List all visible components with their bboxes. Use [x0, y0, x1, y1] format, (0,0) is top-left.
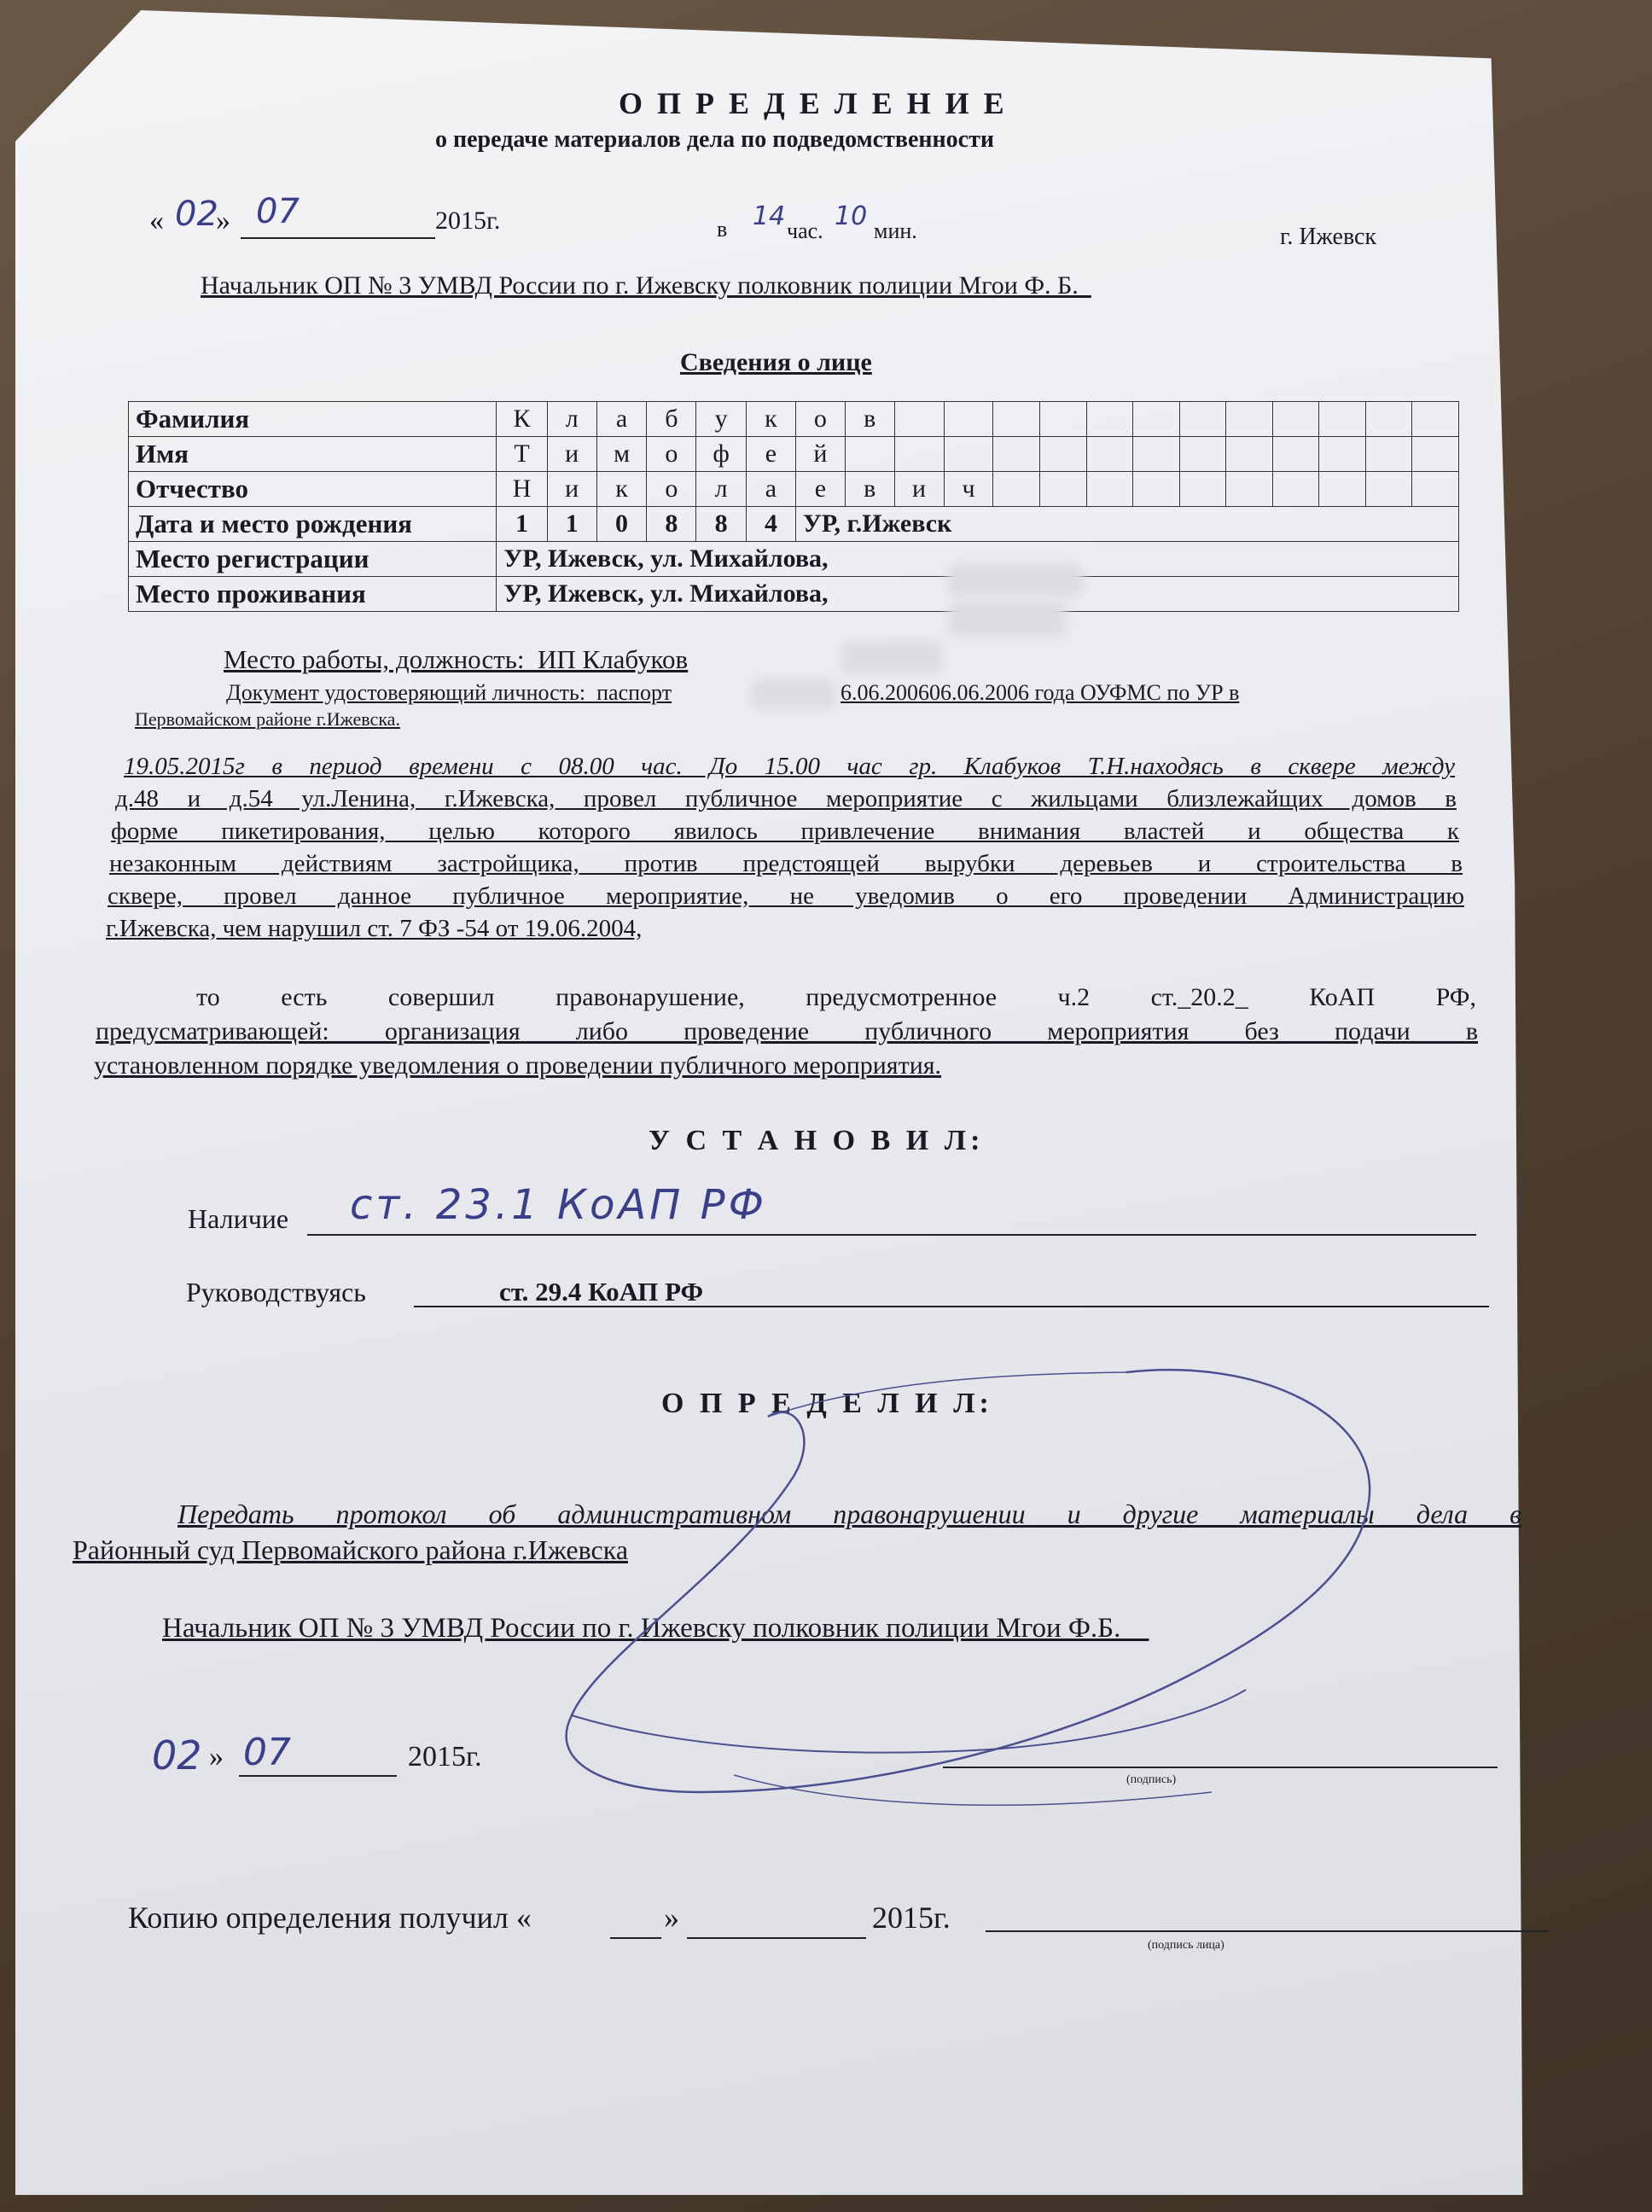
char-cell: б — [647, 402, 696, 437]
char-cell — [993, 437, 1040, 472]
char-cell: к — [747, 402, 796, 437]
char-cell: м — [596, 437, 647, 472]
narrative-line: г.Ижевска, чем нарушил ст. 7 ФЗ -54 от 19.06.2004, — [106, 915, 643, 942]
char-cell — [1086, 472, 1133, 507]
table-row — [129, 402, 1459, 437]
determined-title: О П Р Е Д Е Л И Л: — [661, 1388, 993, 1419]
violation-line: то есть совершил правонарушение, предусмотренное ч.2 ст._20.2_ КоАП РФ, — [196, 983, 1476, 1011]
char-cell — [1412, 437, 1459, 472]
id-document-issuer: Первомайском районе г.Ижевска. — [135, 708, 400, 730]
time-prefix: в — [717, 217, 728, 242]
footer-date-month: 07 — [243, 1731, 291, 1774]
char-cell: а — [747, 472, 796, 507]
char-cell: л — [547, 402, 596, 437]
established-title: У С Т А Н О В И Л: — [649, 1125, 985, 1156]
copy-signature-line — [986, 1930, 1549, 1932]
char-cell — [1179, 437, 1226, 472]
char-cell — [1365, 437, 1412, 472]
birth-label: Дата и место рождения — [129, 507, 497, 542]
narrative-line: д.48 и д.54 ул.Ленина, г.Ижевска, провел публичное мероприятие с жильцами близлежайщих домов в — [115, 785, 1457, 812]
work-position: Место работы, должность:_ИП Клабуков — [224, 644, 689, 674]
presence-value: ст. 23.1 КоАП РФ — [350, 1181, 767, 1229]
document-title: О П Р Е Д Е Л Е Н И Е — [619, 86, 1008, 120]
footer-date-year: 2015г. — [408, 1741, 482, 1773]
char-cell — [1086, 437, 1133, 472]
char-cell — [1319, 437, 1366, 472]
char-cell — [1365, 402, 1412, 437]
official-name: Начальник ОП № 3 УМВД России по г. Ижевску полковник полиции Мгои Ф. Б._ — [201, 271, 1091, 300]
table-row — [129, 577, 1459, 612]
char-cell — [845, 437, 894, 472]
char-cell — [1133, 402, 1180, 437]
char-cell — [1179, 402, 1226, 437]
date-day: 02 — [175, 195, 218, 234]
char-cell — [1319, 472, 1366, 507]
document-subtitle: о передаче материалов дела по подведомственности — [435, 126, 994, 153]
char-cell — [993, 402, 1040, 437]
id-document-tail: 6.06.200606.06.2006 года ОУФМС по УР в — [841, 680, 1240, 705]
char-cell — [1086, 402, 1133, 437]
redaction-blur — [751, 678, 836, 709]
narrative-line: 19.05.2015г в период времени с 08.00 час. До 15.00 час гр. Клабуков Т.Н.находясь в сквере между — [124, 753, 1455, 780]
char-cell — [1039, 402, 1086, 437]
footer-date-close-quote: » — [209, 1741, 224, 1773]
footer-date-day: 02 — [152, 1732, 202, 1778]
char-cell: л — [696, 472, 747, 507]
registration-label: Место регистрации — [129, 542, 497, 577]
char-cell: 8 — [696, 507, 747, 542]
char-cell: 1 — [547, 507, 596, 542]
char-cell: е — [795, 472, 845, 507]
determined-text: Передать протокол об административном правонарушении и другие материалы дела в — [177, 1499, 1521, 1529]
narrative-line: незаконным действиям застройщика, против предстоящей вырубки деревьев и строительства в — [109, 850, 1463, 877]
birth-place: УР, г.Ижевск — [795, 507, 1458, 542]
char-cell — [1412, 402, 1459, 437]
violation-line: установленном порядке уведомления о проведении публичного мероприятия. — [94, 1051, 942, 1080]
redaction-blur — [841, 640, 943, 674]
surname-label: Фамилия — [129, 402, 497, 437]
date-year: 2015г. — [435, 207, 501, 235]
char-cell: и — [547, 437, 596, 472]
char-cell — [1412, 472, 1459, 507]
char-cell — [894, 402, 944, 437]
guided-label: Руководствуясь — [186, 1277, 366, 1307]
copy-label: Копию определения получил « — [128, 1901, 532, 1935]
presence-line — [307, 1234, 1476, 1236]
char-cell — [894, 437, 944, 472]
char-cell: у — [696, 402, 747, 437]
char-cell — [1319, 402, 1366, 437]
signature-caption: (подпись) — [1126, 1773, 1177, 1786]
footer-official: Начальник ОП № 3 УМВД России по г. Ижевску полковник полиции Мгои Ф.Б.__ — [162, 1613, 1149, 1644]
narrative-line: форме пикетирования, целью которого явилось привлечение внимания властей и общества к — [111, 818, 1459, 845]
determined-text: Районный суд Первомайского района г.Ижевска — [73, 1534, 629, 1565]
table-row — [129, 507, 1459, 542]
person-section-title: Сведения о лице — [680, 348, 872, 376]
presence-label: Наличие — [188, 1203, 289, 1234]
date-month-line — [241, 237, 435, 239]
copy-year: 2015г. — [872, 1901, 951, 1935]
copy-signature-caption: (подпись лица) — [1148, 1939, 1224, 1952]
char-cell: в — [845, 472, 894, 507]
char-cell: Н — [497, 472, 547, 507]
char-cell: а — [596, 402, 647, 437]
char-cell: Т — [497, 437, 547, 472]
redaction-blur — [947, 563, 1084, 597]
char-cell — [1039, 472, 1086, 507]
copy-month-line — [687, 1937, 866, 1939]
char-cell: и — [894, 472, 944, 507]
date-month: 07 — [256, 192, 300, 231]
char-cell: К — [497, 402, 547, 437]
char-cell — [1365, 472, 1412, 507]
char-cell — [944, 437, 993, 472]
patronymic-label: Отчество — [129, 472, 497, 507]
person-info-table — [128, 401, 1459, 612]
char-cell — [1226, 402, 1273, 437]
char-cell — [1133, 472, 1180, 507]
char-cell: к — [596, 472, 647, 507]
char-cell: 1 — [497, 507, 547, 542]
char-cell — [993, 472, 1040, 507]
redaction-blur — [947, 602, 1067, 637]
char-cell: и — [547, 472, 596, 507]
char-cell: е — [747, 437, 796, 472]
date-close-quote: » — [216, 205, 230, 236]
char-cell — [1272, 437, 1319, 472]
violation-line: предусматривающей: организация либо проведение публичного мероприятия без подачи в — [96, 1017, 1478, 1045]
narrative-line: сквере, провел данное публичное мероприятие, не уведомив о его проведении Администрацию — [108, 882, 1464, 910]
char-cell — [1179, 472, 1226, 507]
time-minute: 10 — [835, 201, 868, 231]
city: г. Ижевск — [1280, 224, 1377, 250]
guided-line — [414, 1306, 1489, 1307]
char-cell: о — [647, 437, 696, 472]
table-row — [129, 437, 1459, 472]
char-cell: в — [845, 402, 894, 437]
time-minute-label: мин. — [874, 218, 917, 243]
residence-value: УР, Ижевск, ул. Михайлова, — [497, 577, 1459, 612]
char-cell: 0 — [596, 507, 647, 542]
char-cell — [944, 402, 993, 437]
footer-date-line — [239, 1775, 397, 1777]
char-cell: ф — [696, 437, 747, 472]
date-open-quote: « — [149, 205, 164, 236]
char-cell: о — [647, 472, 696, 507]
table-row — [129, 472, 1459, 507]
guided-value: ст. 29.4 КоАП РФ — [499, 1277, 704, 1307]
char-cell: й — [795, 437, 845, 472]
table-row — [129, 542, 1459, 577]
char-cell — [1039, 437, 1086, 472]
char-cell: 4 — [747, 507, 796, 542]
registration-value: УР, Ижевск, ул. Михайлова, — [497, 542, 1459, 577]
char-cell: ч — [944, 472, 993, 507]
char-cell: о — [795, 402, 845, 437]
char-cell — [1226, 472, 1273, 507]
copy-day-line — [610, 1937, 661, 1939]
residence-label: Место проживания — [129, 577, 497, 612]
time-hour: 14 — [753, 201, 786, 231]
first-name-label: Имя — [129, 437, 497, 472]
char-cell — [1226, 437, 1273, 472]
document-sheet — [15, 10, 1585, 2195]
char-cell — [1272, 472, 1319, 507]
char-cell — [1272, 402, 1319, 437]
char-cell: 8 — [647, 507, 696, 542]
char-cell — [1133, 437, 1180, 472]
id-document: Документ удостоверяющий личность:_паспорт — [226, 680, 672, 705]
time-hour-label: час. — [787, 218, 823, 243]
copy-close-quote: » — [664, 1901, 679, 1935]
handwritten-signature — [512, 1348, 1468, 1826]
